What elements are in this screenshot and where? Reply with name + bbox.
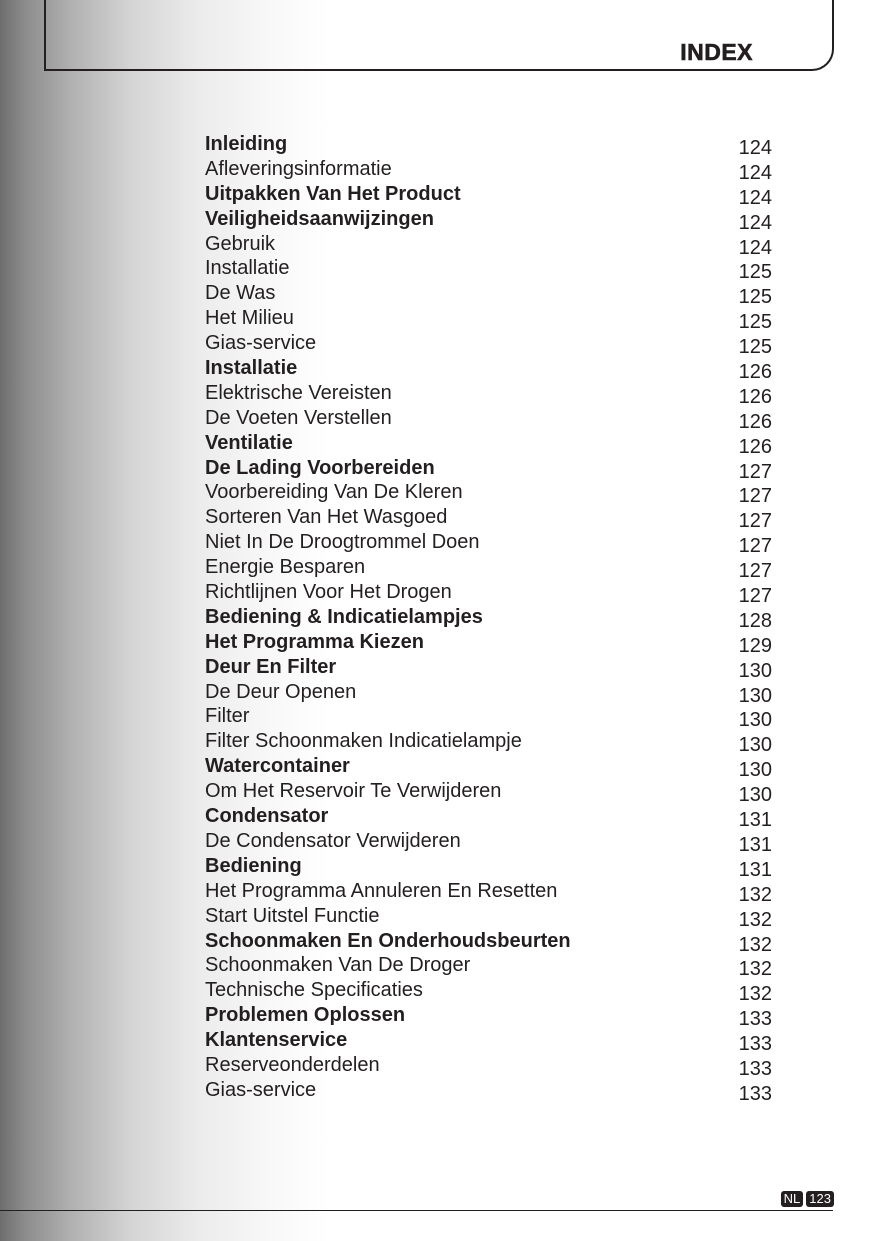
language-badge: NL xyxy=(781,1191,804,1207)
toc-entry xyxy=(205,704,772,732)
toc-entry-page: 124 xyxy=(738,137,772,159)
toc-entry xyxy=(205,306,772,334)
toc-entry-page: 133 xyxy=(738,1057,772,1080)
toc-entry-title: Sorteren Van Het Wasgoed xyxy=(205,506,448,529)
toc-entry-title: Problemen Oplossen xyxy=(205,1004,406,1027)
toc-entry xyxy=(205,256,772,284)
table-of-contents xyxy=(205,132,772,1103)
toc-entry-title: Installatie xyxy=(205,357,298,380)
toc-entry-page: 130 xyxy=(738,759,772,782)
toc-entry-title: Voorbereiding Van De Kleren xyxy=(205,481,463,504)
toc-entry xyxy=(205,157,772,182)
toc-entry-title: Uitpakken Van Het Product xyxy=(205,182,461,205)
toc-entry-page: 132 xyxy=(738,958,772,981)
toc-entry-page: 132 xyxy=(738,933,772,956)
toc-entry-title: De Voeten Verstellen xyxy=(205,406,392,429)
toc-entry xyxy=(205,978,772,1006)
toc-entry xyxy=(205,381,772,406)
toc-entry-page: 130 xyxy=(738,659,772,682)
toc-entry xyxy=(205,729,772,757)
toc-entry-page: 132 xyxy=(738,908,772,931)
toc-entry xyxy=(205,356,772,384)
footer-divider xyxy=(0,1210,833,1211)
toc-entry xyxy=(205,331,772,359)
page-number-badge: 123 xyxy=(806,1191,834,1207)
toc-entry-title: Schoonmaken En Onderhoudsbeurten xyxy=(205,929,571,952)
toc-entry-page: 127 xyxy=(738,485,772,508)
toc-entry-title: Technische Specificaties xyxy=(205,979,423,1002)
toc-entry-page: 131 xyxy=(738,833,772,856)
toc-entry xyxy=(205,1078,772,1103)
toc-entry xyxy=(205,456,772,481)
toc-entry-title: De Condensator Verwijderen xyxy=(205,829,461,852)
toc-entry-title: Gias-service xyxy=(205,1078,317,1101)
toc-entry xyxy=(205,1003,772,1031)
toc-entry-title: Bediening xyxy=(205,854,302,877)
toc-entry-page: 126 xyxy=(738,385,772,408)
toc-entry-title: Niet In De Droogtrommel Doen xyxy=(205,531,480,554)
toc-entry-page: 127 xyxy=(738,585,772,608)
toc-entry-page: 127 xyxy=(738,510,772,533)
toc-entry-title: Filter xyxy=(205,705,250,728)
toc-entry xyxy=(205,580,772,608)
toc-entry-title: Ventilatie xyxy=(205,431,293,454)
toc-entry-title: Richtlijnen Voor Het Drogen xyxy=(205,581,452,604)
toc-entry-page: 132 xyxy=(738,983,772,1006)
toc-entry xyxy=(205,1053,772,1078)
toc-entry-page: 130 xyxy=(738,684,772,707)
toc-entry xyxy=(205,854,772,879)
toc-entry xyxy=(205,754,772,782)
toc-entry xyxy=(205,232,772,257)
toc-entry-title: Bediening & Indicatielampjes xyxy=(205,605,483,628)
toc-entry xyxy=(205,132,772,157)
toc-entry-page: 130 xyxy=(738,734,772,757)
toc-entry-page: 124 xyxy=(738,186,772,209)
toc-entry xyxy=(205,555,772,583)
toc-entry-page: 126 xyxy=(738,361,772,384)
toc-entry xyxy=(205,655,772,680)
toc-entry xyxy=(205,406,772,431)
toc-entry-title: Afleveringsinformatie xyxy=(205,157,392,180)
toc-entry-title: Filter Schoonmaken Indicatielampje xyxy=(205,730,522,753)
toc-entry xyxy=(205,829,772,854)
toc-entry-title: Start Uitstel Functie xyxy=(205,904,380,927)
toc-entry-page: 124 xyxy=(738,161,772,184)
toc-entry-page: 130 xyxy=(738,709,772,732)
toc-entry-title: Condensator xyxy=(205,805,329,828)
toc-entry xyxy=(205,953,772,981)
toc-entry-page: 126 xyxy=(738,410,772,433)
toc-entry xyxy=(205,505,772,533)
toc-entry-page: 130 xyxy=(738,784,772,807)
toc-entry-title: Gias-service xyxy=(205,332,317,355)
toc-entry-page: 132 xyxy=(738,883,772,906)
toc-entry-title: Schoonmaken Van De Droger xyxy=(205,954,471,977)
toc-entry-title: Inleiding xyxy=(205,133,288,155)
toc-entry-page: 133 xyxy=(738,1033,772,1056)
toc-entry xyxy=(205,779,772,807)
toc-entry-page: 125 xyxy=(738,311,772,334)
toc-entry-page: 124 xyxy=(738,211,772,234)
toc-entry-page: 127 xyxy=(738,460,772,483)
toc-entry xyxy=(205,431,772,456)
toc-entry xyxy=(205,480,772,508)
toc-entry-page: 131 xyxy=(738,809,772,832)
toc-entry-page: 129 xyxy=(738,634,772,657)
toc-entry-page: 128 xyxy=(738,609,772,632)
toc-entry-title: Deur En Filter xyxy=(205,655,337,678)
toc-entry-title: Installatie xyxy=(205,257,290,280)
toc-entry-title: Het Programma Kiezen xyxy=(205,630,424,653)
toc-entry-page: 124 xyxy=(738,236,772,259)
toc-entry-title: Reserveonderdelen xyxy=(205,1053,380,1076)
toc-entry xyxy=(205,530,772,558)
toc-entry-title: Klantenservice xyxy=(205,1029,348,1052)
toc-entry xyxy=(205,605,772,630)
toc-entry-title: Het Programma Annuleren En Resetten xyxy=(205,879,558,902)
toc-entry-page: 125 xyxy=(738,261,772,284)
page-title: INDEX xyxy=(680,39,753,65)
toc-entry xyxy=(205,281,772,309)
toc-entry xyxy=(205,804,772,832)
toc-entry-title: De Deur Openen xyxy=(205,680,357,703)
toc-entry-title: De Was xyxy=(205,282,276,305)
toc-entry-page: 126 xyxy=(738,435,772,458)
toc-entry xyxy=(205,630,772,655)
toc-entry-title: De Lading Voorbereiden xyxy=(205,456,435,479)
toc-entry-page: 127 xyxy=(738,560,772,583)
toc-entry-title: Energie Besparen xyxy=(205,556,366,579)
toc-entry-title: Om Het Reservoir Te Verwijderen xyxy=(205,780,502,803)
toc-entry xyxy=(205,680,772,705)
toc-entry xyxy=(205,182,772,207)
toc-entry-page: 133 xyxy=(738,1082,772,1105)
toc-entry-title: Elektrische Vereisten xyxy=(205,381,392,404)
toc-entry xyxy=(205,879,772,904)
toc-entry-page: 133 xyxy=(738,1008,772,1031)
toc-entry-page: 125 xyxy=(738,286,772,309)
toc-entry-title: Gebruik xyxy=(205,232,276,255)
toc-entry xyxy=(205,1028,772,1056)
toc-entry-title: Het Milieu xyxy=(205,307,294,330)
toc-entry-page: 127 xyxy=(738,535,772,558)
toc-entry-title: Veiligheidsaanwijzingen xyxy=(205,207,434,230)
toc-entry-title: Watercontainer xyxy=(205,755,350,778)
toc-entry xyxy=(205,929,772,954)
footer-page-label xyxy=(781,1191,834,1207)
toc-entry xyxy=(205,904,772,929)
toc-entry xyxy=(205,207,772,232)
toc-entry-page: 131 xyxy=(738,858,772,881)
toc-entry-page: 125 xyxy=(738,336,772,359)
